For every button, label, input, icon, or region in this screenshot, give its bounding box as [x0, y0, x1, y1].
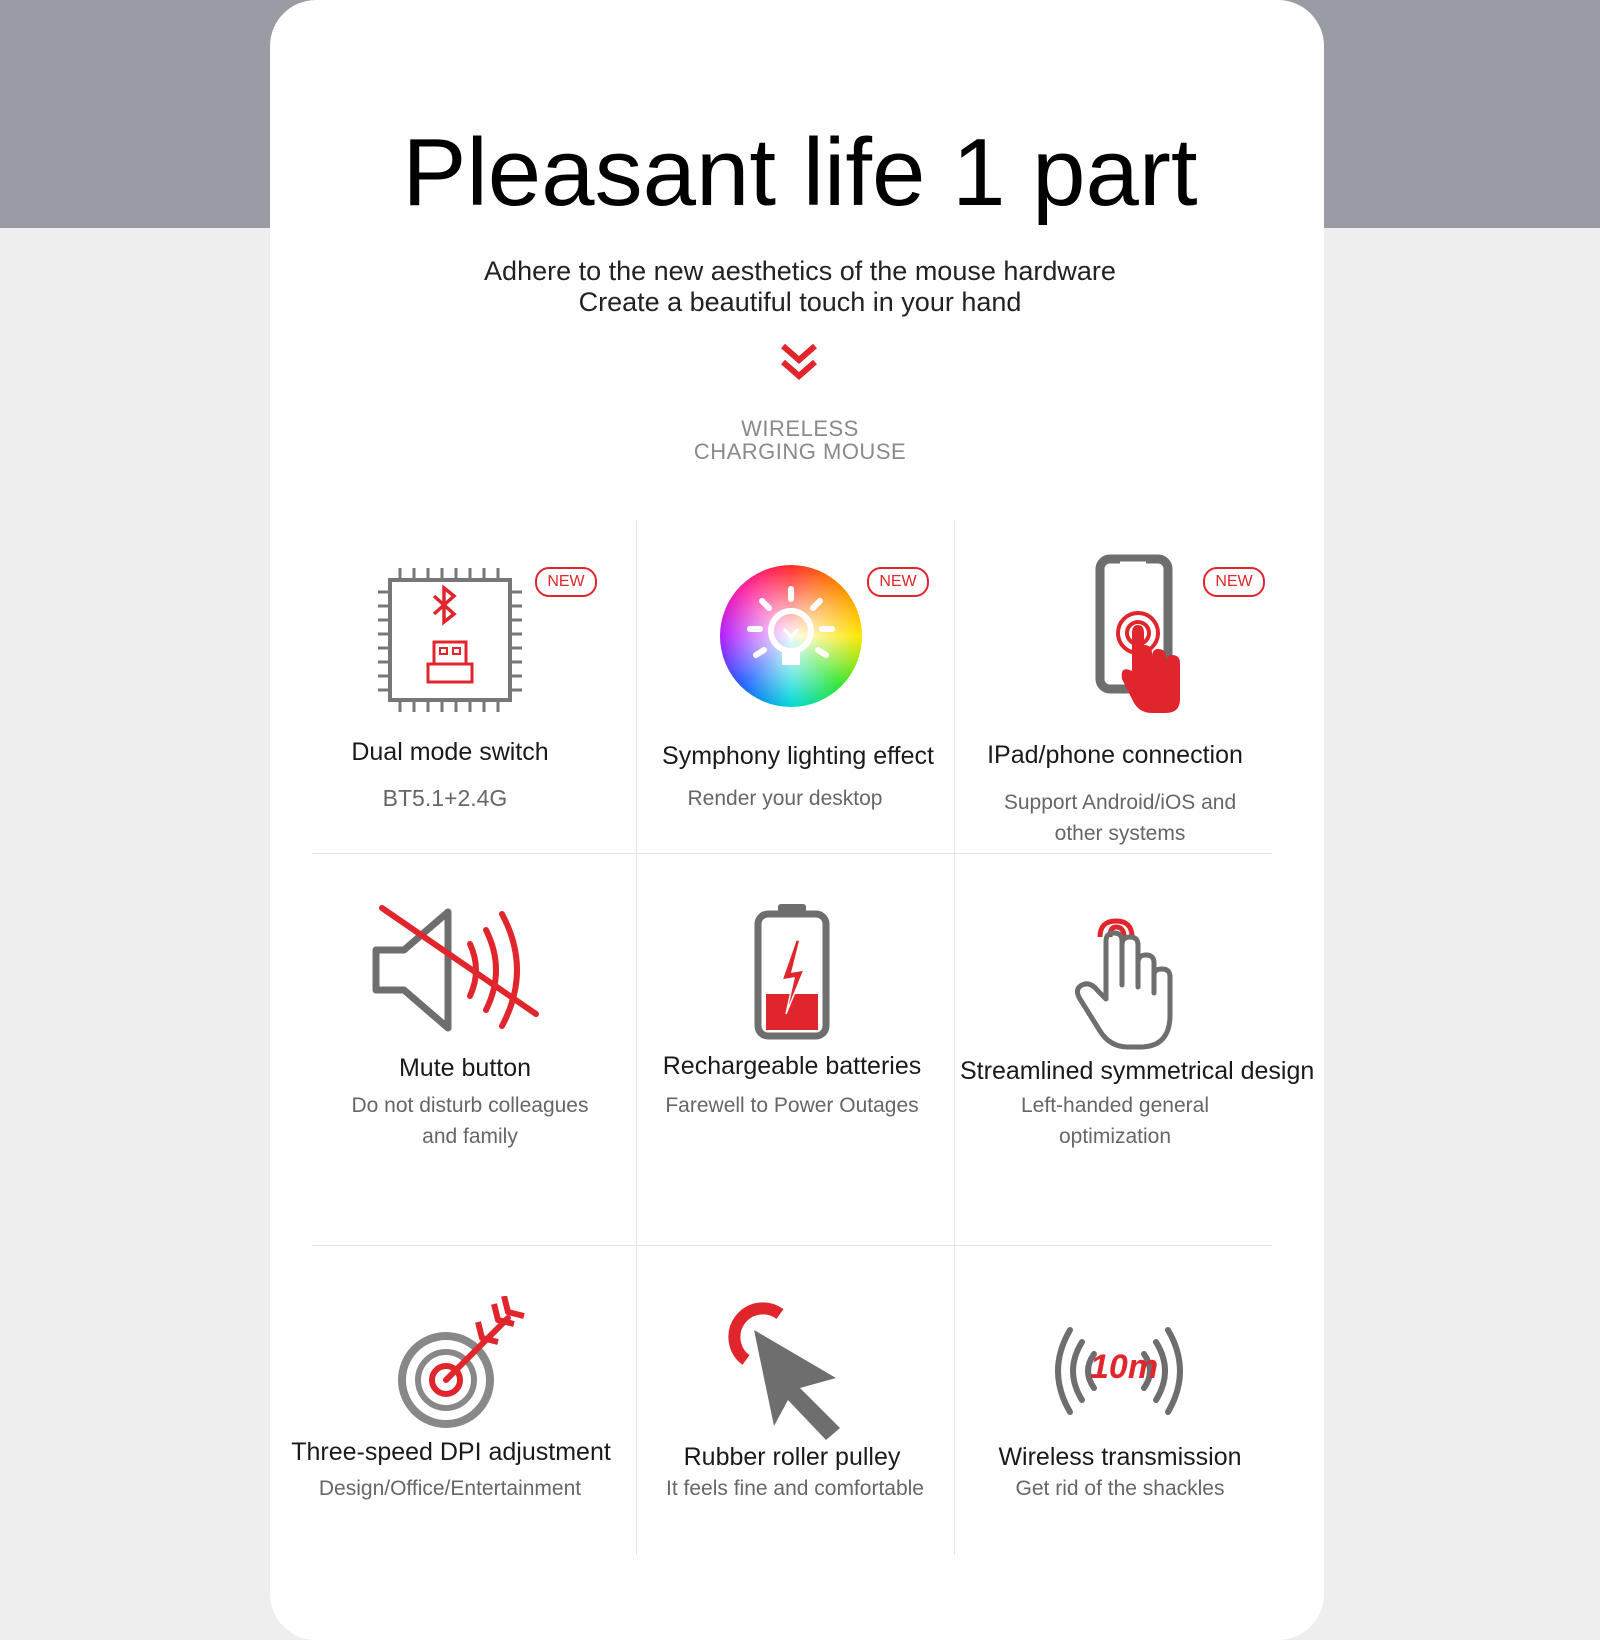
rgb-bulb-icon — [720, 565, 862, 707]
feature-desc: Farewell to Power Outages — [665, 1094, 919, 1117]
feature-title: Symphony lighting effect — [662, 742, 934, 770]
new-badge: NEW — [867, 567, 929, 597]
product-label-line-2: CHARGING MOUSE — [693, 439, 907, 464]
wireless-10m-icon — [1034, 1318, 1204, 1424]
feature-title: Rechargeable batteries — [662, 1052, 922, 1080]
feature-desc: Get rid of the shackles — [1015, 1477, 1225, 1500]
feature-title: Streamlined symmetrical design — [960, 1057, 1315, 1085]
feature-title: Dual mode switch — [351, 738, 549, 766]
page-title: Pleasant life 1 part — [402, 119, 1198, 226]
cursor-click-icon — [718, 1300, 858, 1440]
range-label: 10m — [1090, 1348, 1159, 1386]
phone-touch-icon — [1090, 553, 1190, 717]
mute-speaker-icon — [368, 902, 542, 1038]
feature-title: Rubber roller pulley — [683, 1443, 901, 1471]
subtitle-line-2: Create a beautiful touch in your hand — [578, 287, 1022, 317]
feature-title: Three-speed DPI adjustment — [291, 1438, 611, 1466]
feature-desc: Do not disturb colleagues and family — [351, 1094, 589, 1148]
feature-title: IPad/phone connection — [987, 741, 1243, 769]
feature-desc: BT5.1+2.4G — [382, 785, 508, 811]
product-label-line-1: WIRELESS — [741, 416, 859, 441]
feature-title: Wireless transmission — [998, 1443, 1242, 1471]
grid-divider-horizontal-1 — [312, 853, 1272, 854]
new-badge: NEW — [1203, 567, 1265, 597]
target-arrow-icon — [396, 1296, 530, 1430]
feature-desc: It feels fine and comfortable — [666, 1477, 924, 1500]
feature-desc: Left-handed general optimization — [1021, 1094, 1209, 1148]
double-chevron-down-icon — [777, 340, 821, 384]
feature-desc: Render your desktop — [687, 787, 883, 810]
hand-touch-icon — [1070, 915, 1182, 1055]
new-badge: NEW — [535, 567, 597, 597]
feature-title: Mute button — [398, 1054, 532, 1082]
feature-desc: Support Android/iOS and other systems — [1003, 791, 1237, 845]
feature-desc: Design/Office/Entertainment — [318, 1477, 582, 1500]
grid-divider-horizontal-2 — [312, 1245, 1272, 1246]
subtitle-line-1: Adhere to the new aesthetics of the mouse hardware — [484, 256, 1116, 286]
chip-bluetooth-usb-icon — [374, 566, 526, 716]
battery-charging-icon — [752, 902, 832, 1042]
grid-divider-vertical-1 — [636, 520, 637, 1555]
grid-divider-vertical-2 — [954, 520, 955, 1555]
